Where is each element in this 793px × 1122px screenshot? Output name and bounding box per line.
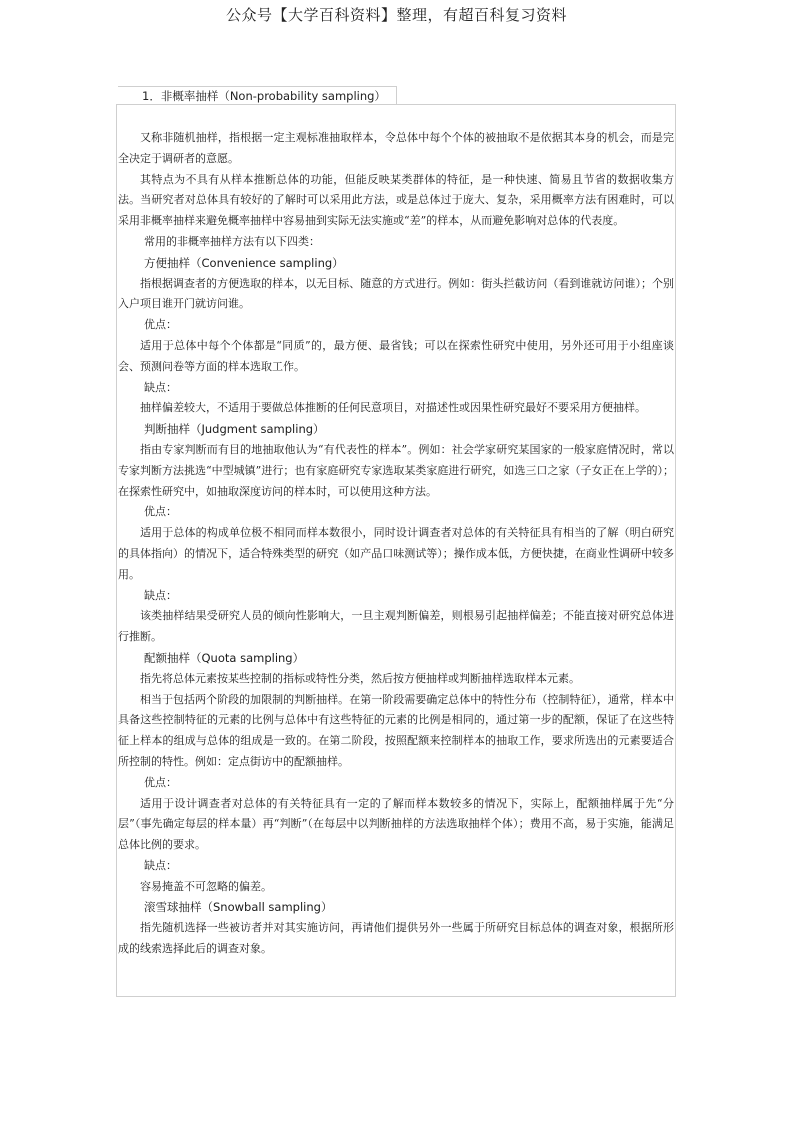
body-paragraph: 又称非随机抽样，指根据一定主观标准抽取样本，令总体中每个个体的被抽取不是依据其本身的机会，而是完全决定于调研者的意愿。 [118, 131, 674, 165]
body-paragraph: 适用于总体的构成单位极不相同而样本数很小，同时设计调查者对总体的有关特征具有相当的了解（明白研究的具体指向）的情况下，适合特殊类型的研究（如产品口味测试等）；操作成本低，方便快捷，在商业性调研中较多用。 [118, 526, 674, 581]
subsection-heading: 判断抽样（Judgment sampling） [144, 422, 325, 437]
body-paragraph: 该类抽样结果受研究人员的倾向性影响大，一旦主观判断偏差，则根易引起抽样偏差；不能直接对研究总体进行推断。 [118, 609, 674, 644]
body-paragraph: 指根据调查者的方便选取的样本，以无目标、随意的方式进行。例如：街头拦截访问（看到谁就访问谁）；个别入户项目谁开门就访问谁。 [118, 276, 674, 311]
label-paragraph: 优点： [144, 505, 177, 519]
body-paragraph: 适用于总体中每个个体都是“同质”的，最方便、最省钱；可以在探索性研究中使用，另外还可用于小组座谈会、预测问卷等方面的样本选取工作。 [118, 338, 674, 373]
section-title: 1．非概率抽样（Non-probability sampling） [118, 86, 397, 104]
label-paragraph: 优点： [144, 318, 177, 332]
subsection-heading: 方便抽样（Convenience sampling） [144, 255, 344, 270]
body-paragraph: 抽样偏差较大，不适用于要做总体推断的任何民意项目，对描述性或因果性研究最好不要采用方便抽样。 [140, 401, 646, 415]
label-paragraph: 优点： [144, 775, 177, 789]
subsection-heading: 滚雪球抽样（Snowball sampling） [144, 900, 333, 915]
label-paragraph: 常用的非概率抽样方法有以下四类： [144, 234, 320, 248]
label-paragraph: 缺点： [144, 858, 177, 872]
label-paragraph: 缺点： [144, 380, 177, 394]
body-paragraph: 容易掩盖不可忽略的偏差。 [140, 879, 272, 893]
page-header: 公众号【大学百科资料】整理，有超百科复习资料 [225, 6, 567, 24]
body-paragraph: 适用于设计调查者对总体的有关特征具有一定的了解而样本数较多的情况下，实际上，配额抽样属于先“分层”（事先确定每层的样本量）再“判断”（在每层中以判断抽样的方法选取抽样个体）；费用不高，易于实施，能满足总体比例的要求。 [118, 796, 674, 852]
body-paragraph: 指由专家判断而有目的地抽取他认为“有代表性的样本”。例如：社会学家研究某国家的一般家庭情况时，常以专家判断方法挑选“中型城镇”进行；也有家庭研究专家选取某类家庭进行研究，如选三口之家（子女正在上学的）；在探索性研究中，如抽取深度访问的样本时，可以使用这种方法。 [118, 442, 674, 498]
body-paragraph: 指先随机选择一些被访者并对其实施访问，再请他们提供另外一些属于所研究目标总体的调查对象，根据所形成的线索选择此后的调查对象。 [118, 921, 674, 956]
body-paragraph: 指先将总体元素按某些控制的指标或特性分类，然后按方便抽样或判断抽样选取样本元素。 [140, 671, 580, 685]
subsection-heading: 配额抽样（Quota sampling） [144, 650, 305, 665]
body-paragraph: 相当于包括两个阶段的加限制的判断抽样。在第一阶段需要确定总体中的特性分布（控制特征），通常，样本中具备这些控制特征的元素的比例与总体中有这些特征的元素的比例是相同的，通过第一步的配额，保证了在这些特征上样本的组成与总体的组成是一致的。在第二阶段，按照配额来控制样本的抽取工作，要求所选出的元素要适合所控制的特性。例如：定点街访中的配额抽样。 [118, 692, 674, 768]
body-paragraph: 其特点为不具有从样本推断总体的功能，但能反映某类群体的特征，是一种快速、简易且节省的数据收集方法。当研究者对总体具有较好的了解时可以采用此方法，或是总体过于庞大、复杂，采用概率方法有困难时，可以采用非概率抽样来避免概率抽样中容易抽到实际无法实施或“差”的样本，从而避免影响对总体的代表度。 [118, 172, 674, 228]
body-text [118, 128, 674, 960]
label-paragraph: 缺点： [144, 588, 177, 602]
